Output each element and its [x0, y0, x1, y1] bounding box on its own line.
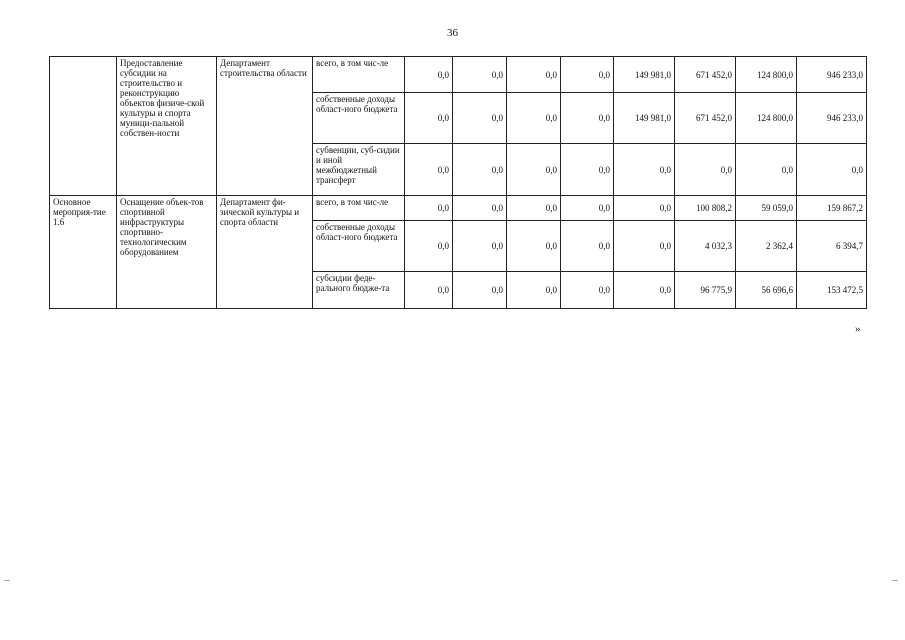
- value-cell: 124 800,0: [736, 93, 797, 144]
- value-cell: 0,0: [507, 272, 561, 309]
- value-cell: 0,0: [736, 144, 797, 196]
- scan-edge-mark: [892, 580, 898, 581]
- value-cell: 0,0: [507, 196, 561, 221]
- value-cell: 0,0: [614, 221, 675, 272]
- total-cell: 946 233,0: [797, 93, 867, 144]
- table-row: [50, 57, 867, 93]
- value-cell: 0,0: [507, 93, 561, 144]
- page-number: 36: [447, 27, 458, 39]
- funding-source-cell: всего, в том чис-ле: [313, 196, 405, 221]
- total-cell: 153 472,5: [797, 272, 867, 309]
- funding-source-cell: субвенции, суб-сидии и иной межбюджетный трансферт: [313, 144, 405, 196]
- activity-cell: Предоставление субсидии на строительство и реконструкцию объектов физиче-ской культуры и спорта муници-пальной собствен-ности: [117, 57, 217, 196]
- value-cell: 0,0: [405, 93, 453, 144]
- program-name-cell: [50, 57, 117, 196]
- value-cell: 0,0: [614, 196, 675, 221]
- value-cell: 0,0: [453, 93, 507, 144]
- total-cell: 946 233,0: [797, 57, 867, 93]
- value-cell: 0,0: [561, 57, 614, 93]
- budget-table: [49, 56, 867, 309]
- program-name-cell: Основное мероприя-тие 1.6: [50, 196, 117, 309]
- closing-quote-mark: »: [855, 323, 861, 335]
- value-cell: 0,0: [453, 144, 507, 196]
- value-cell: 0,0: [405, 57, 453, 93]
- value-cell: 96 775,9: [675, 272, 736, 309]
- value-cell: 2 362,4: [736, 221, 797, 272]
- total-cell: 159 867,2: [797, 196, 867, 221]
- value-cell: 59 059,0: [736, 196, 797, 221]
- funding-source-cell: субсидии феде-рального бюдже-та: [313, 272, 405, 309]
- value-cell: 0,0: [561, 221, 614, 272]
- value-cell: 0,0: [675, 144, 736, 196]
- value-cell: 0,0: [507, 57, 561, 93]
- value-cell: 0,0: [561, 93, 614, 144]
- value-cell: 0,0: [561, 144, 614, 196]
- value-cell: 0,0: [405, 272, 453, 309]
- total-cell: 0,0: [797, 144, 867, 196]
- value-cell: 671 452,0: [675, 57, 736, 93]
- funding-source-cell: собственные доходы област-ного бюджета: [313, 221, 405, 272]
- value-cell: 0,0: [405, 196, 453, 221]
- value-cell: 0,0: [507, 144, 561, 196]
- value-cell: 0,0: [405, 144, 453, 196]
- value-cell: 100 808,2: [675, 196, 736, 221]
- value-cell: 4 032,3: [675, 221, 736, 272]
- table-row: [50, 196, 867, 221]
- funding-source-cell: всего, в том чис-ле: [313, 57, 405, 93]
- value-cell: 0,0: [453, 57, 507, 93]
- scan-edge-mark: [4, 580, 10, 581]
- value-cell: 0,0: [453, 272, 507, 309]
- value-cell: 0,0: [561, 272, 614, 309]
- funding-source-cell: собственные доходы област-ного бюджета: [313, 93, 405, 144]
- value-cell: 0,0: [614, 144, 675, 196]
- value-cell: 56 696,6: [736, 272, 797, 309]
- value-cell: 149 981,0: [614, 93, 675, 144]
- total-cell: 6 394,7: [797, 221, 867, 272]
- responsible-cell: Департамент строительства области: [217, 57, 313, 196]
- value-cell: 0,0: [405, 221, 453, 272]
- value-cell: 124 800,0: [736, 57, 797, 93]
- responsible-cell: Департамент фи-зической культуры и спорта области: [217, 196, 313, 309]
- value-cell: 149 981,0: [614, 57, 675, 93]
- value-cell: 0,0: [507, 221, 561, 272]
- value-cell: 0,0: [453, 196, 507, 221]
- activity-cell: Оснащение объек-тов спортивной инфраструктуры спортивно-технологическим оборудованием: [117, 196, 217, 309]
- value-cell: 0,0: [561, 196, 614, 221]
- value-cell: 0,0: [453, 221, 507, 272]
- value-cell: 0,0: [614, 272, 675, 309]
- value-cell: 671 452,0: [675, 93, 736, 144]
